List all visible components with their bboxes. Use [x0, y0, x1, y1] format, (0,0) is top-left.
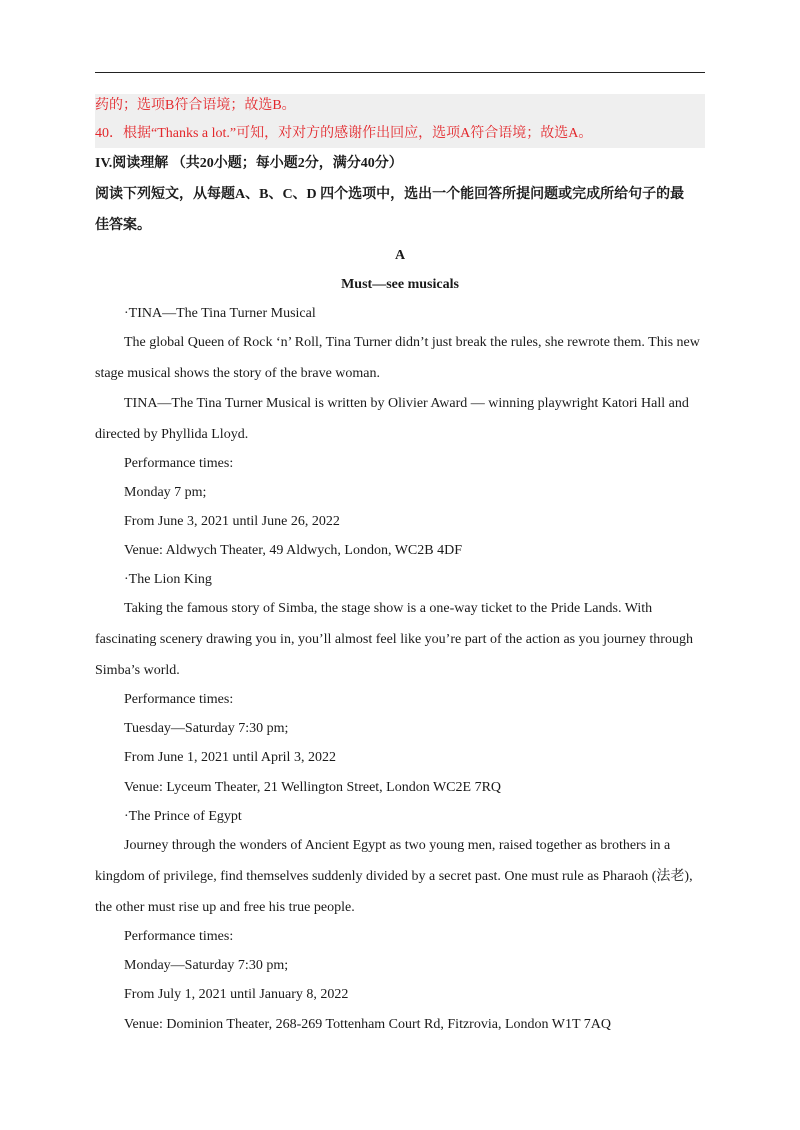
body-line: TINA—The Tina Turner Musical is written by Olivier Award — winning playwright Katori Hall and — [124, 396, 689, 411]
body-line: The global Queen of Rock ‘n’ Roll, Tina Turner didn’t just break the rules, she rewrote them. This new — [124, 335, 700, 350]
body-line: Journey through the wonders of Ancient Egypt as two young men, raised together as brothers in a — [124, 838, 671, 853]
body-line: From July 1, 2021 until January 8, 2022 — [124, 987, 349, 1002]
answer-line: 药的；选项B符合语境；故选B。 — [95, 98, 296, 113]
musical-heading-prince-of-egypt: ·The Prince of Egypt — [124, 809, 242, 824]
body-line: Simba’s world. — [95, 663, 180, 678]
body-line: Tuesday—Saturday 7:30 pm; — [124, 721, 289, 736]
passage-title: Must—see musicals — [341, 277, 459, 292]
musical-heading-tina: ·TINA—The Tina Turner Musical — [124, 306, 316, 321]
body-line: kingdom of privilege, find themselves suddenly divided by a secret past. One must rule as Pharaoh (法老), — [95, 869, 693, 884]
body-line: fascinating scenery drawing you in, you’ll almost feel like you’re part of the action as you journey through — [95, 632, 693, 647]
body-line: directed by Phyllida Lloyd. — [95, 427, 249, 442]
body-line: Monday—Saturday 7:30 pm; — [124, 958, 289, 973]
body-line: Venue: Dominion Theater, 268-269 Tottenham Court Rd, Fitzrovia, London W1T 7AQ — [124, 1017, 611, 1032]
instructions-line: 阅读下列短文，从每题A、B、C、D 四个选项中，选出一个能回答所提问题或完成所给句子的最 — [95, 187, 685, 202]
body-line: Performance times: — [124, 929, 234, 944]
body-line: Monday 7 pm; — [124, 485, 207, 500]
musical-heading-lion-king: ·The Lion King — [124, 572, 212, 587]
instructions-line: 佳答案。 — [95, 218, 151, 233]
body-line: Venue: Lyceum Theater, 21 Wellington Street, London WC2E 7RQ — [124, 780, 502, 795]
body-line: Performance times: — [124, 692, 234, 707]
body-line: Performance times: — [124, 456, 234, 471]
header-rule — [95, 72, 705, 73]
passage-label: A — [394, 248, 406, 263]
body-line: stage musical shows the story of the brave woman. — [95, 366, 380, 381]
body-line: Venue: Aldwych Theater, 49 Aldwych, London, WC2B 4DF — [124, 543, 462, 558]
body-line: From June 1, 2021 until April 3, 2022 — [124, 750, 336, 765]
body-line: From June 3, 2021 until June 26, 2022 — [124, 514, 340, 529]
body-line: Taking the famous story of Simba, the stage show is a one-way ticket to the Pride Lands. With — [124, 601, 653, 616]
body-line: the other must rise up and free his true people. — [95, 900, 355, 915]
section-heading: IV.阅读理解 （共20小题；每小题2分，满分40分） — [95, 156, 403, 171]
answer-line: 40．根据“Thanks a lot.”可知，对对方的感谢作出回应，选项A符合语境；故选A。 — [95, 126, 593, 141]
